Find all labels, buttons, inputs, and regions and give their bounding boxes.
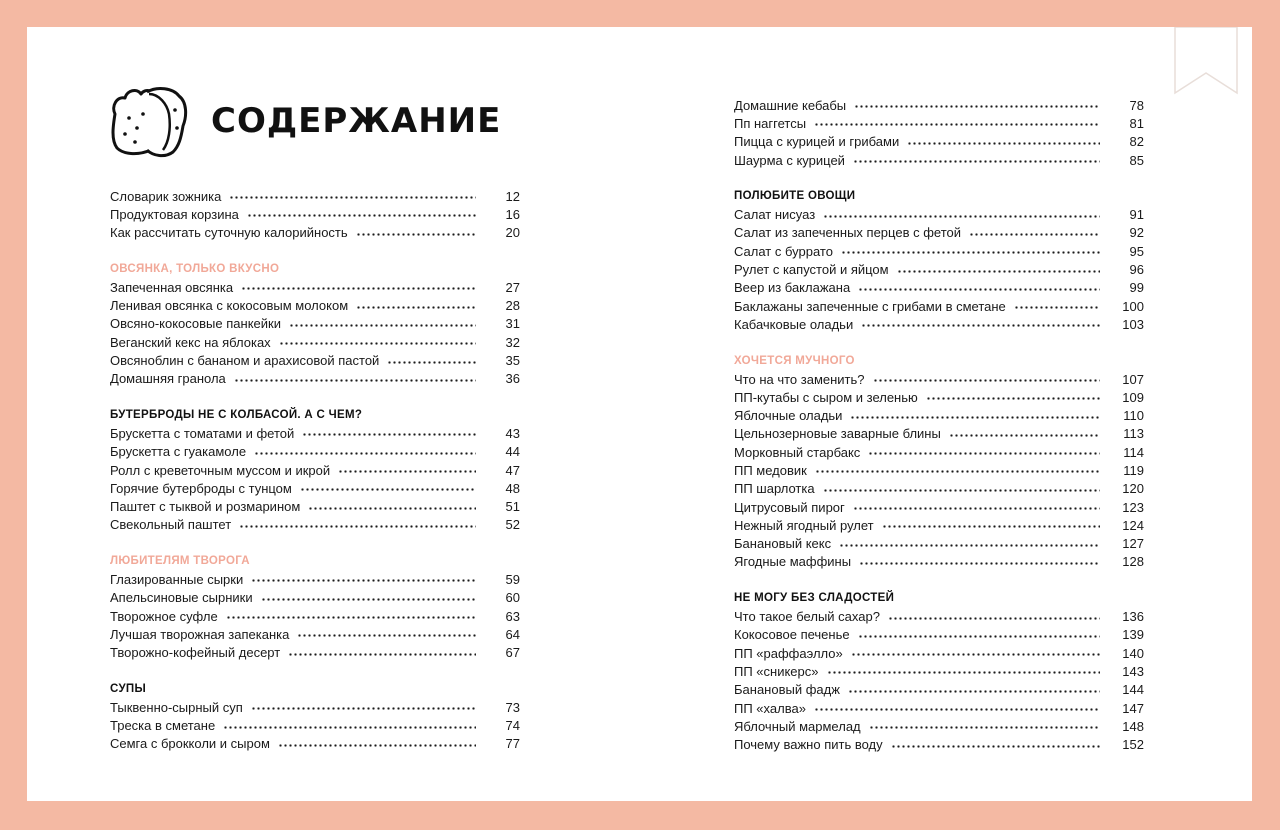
entry-page-number: 139 [1122,627,1144,643]
entry-title: Семга с брокколи и сыром [110,736,270,752]
entry-title: Словарик зожника [110,188,222,204]
dot-leader [949,434,1100,437]
dot-leader [251,707,476,710]
entry-page-number: 147 [1122,700,1144,716]
entry-title: ПП «раффаэлло» [734,645,843,661]
toc-entry[interactable] [734,717,1144,735]
entry-title: Кокосовое печенье [734,627,850,643]
entry-title: Яблочные оладьи [734,408,843,424]
entry-title: Цитрусовый пирог [734,499,845,515]
dot-leader [241,287,476,290]
dot-leader [888,617,1100,620]
entry-title: Пп наггетсы [734,115,807,131]
entry-page-number: 99 [1129,280,1144,296]
entry-page-number: 144 [1122,682,1144,698]
dot-leader [873,379,1100,382]
entry-page-number: 124 [1122,517,1144,533]
toc-entry[interactable] [110,278,520,296]
dot-leader [254,452,476,455]
entry-title: Банановый кекс [734,536,832,552]
toc-entry[interactable] [734,260,1144,278]
dot-leader [827,671,1101,674]
toc-entry[interactable] [110,296,520,314]
toc-entry[interactable] [734,480,1144,498]
toc-entry[interactable] [734,699,1144,717]
entry-title: Творожное суфле [110,608,218,624]
dot-leader [814,708,1100,711]
dot-leader [814,123,1100,126]
entry-page-number: 12 [505,188,520,204]
dot-leader [289,324,476,327]
dot-leader [853,160,1100,163]
dot-leader [356,233,476,236]
entry-title: Домашняя гранола [110,371,226,387]
entry-title: ПП-кутабы с сыром и зеленью [734,389,918,405]
toc-entry[interactable] [110,698,520,716]
entry-page-number: 82 [1129,134,1144,150]
toc-entry[interactable] [734,224,1144,242]
toc-entry[interactable] [110,589,520,607]
entry-title: Горячие бутерброды с тунцом [110,480,292,496]
entry-page-number: 36 [505,371,520,387]
entry-page-number: 31 [505,316,520,332]
dot-leader [848,690,1100,693]
entry-title: Шаурма с курицей [734,152,845,168]
entry-title: Овсяноблин с бананом и арахисовой пастой [110,353,380,369]
dot-leader [859,562,1100,565]
entry-page-number: 91 [1129,207,1144,223]
entry-page-number: 59 [505,571,520,587]
section-heading: ОВСЯНКА, ТОЛЬКО ВКУСНО [110,263,280,276]
entry-title: Баклажаны запеченные с грибами в сметане [734,298,1006,314]
dot-leader [229,196,476,199]
section-heading: СУПЫ [110,682,147,695]
entry-page-number: 103 [1122,316,1144,332]
dot-leader [851,653,1100,656]
toc-entry[interactable] [734,736,1144,754]
toc-entry[interactable] [110,370,520,388]
entry-page-number: 63 [505,608,520,624]
section-heading: ПОЛЮБИТЕ ОВОЩИ [734,190,856,203]
entry-page-number: 16 [505,206,520,222]
dot-leader [897,270,1100,273]
entry-title: Брускетта с томатами и фетой [110,425,295,441]
entry-title: Пицца с курицей и грибами [734,134,900,150]
toc-entry[interactable] [110,735,520,753]
entry-page-number: 81 [1129,115,1144,131]
toc-column-left [110,187,520,753]
entry-page-number: 110 [1123,408,1144,424]
entry-page-number: 64 [505,626,520,642]
toc-entry[interactable] [110,607,520,625]
entry-title: Апельсиновые сырники [110,590,253,606]
toc-entry[interactable] [734,297,1144,315]
dot-leader [969,233,1100,236]
toc-entry[interactable] [110,315,520,333]
section-heading: НЕ МОГУ БЕЗ СЛАДОСТЕЙ [734,592,895,605]
toc-entry[interactable] [734,626,1144,644]
toc-entry[interactable] [734,151,1144,169]
entry-page-number: 27 [505,279,520,295]
dot-leader [926,397,1100,400]
entry-title: Яблочный мармелад [734,718,861,734]
toc-entry[interactable] [110,461,520,479]
dot-leader [297,634,476,637]
dot-leader [823,215,1100,218]
toc-column-right [734,96,1144,754]
entry-page-number: 127 [1122,536,1144,552]
toc-entry[interactable] [734,133,1144,151]
dot-leader [247,214,476,217]
entry-page-number: 35 [505,353,520,369]
entry-page-number: 100 [1122,298,1144,314]
bookmark-ribbon [1173,27,1239,95]
dot-leader [278,744,476,747]
dot-leader [882,525,1100,528]
entry-title: Лучшая творожная запеканка [110,626,290,642]
toc-header [107,83,501,159]
entry-page-number: 152 [1122,737,1144,753]
page-title: СОДЕРЖАНИЕ [211,101,502,141]
entry-title: Салат из запеченных перцев с фетой [734,225,961,241]
dumplings-icon [107,84,189,158]
dot-leader [868,452,1100,455]
entry-page-number: 52 [505,517,520,533]
dot-leader [907,142,1100,145]
entry-title: Глазированные сырки [110,571,244,587]
dot-leader [239,525,476,528]
entry-title: Брускетта с гуакамоле [110,444,247,460]
section-heading: ЛЮБИТЕЛЯМ ТВОРОГА [110,555,250,568]
entry-page-number: 92 [1129,225,1144,241]
entry-page-number: 47 [505,462,520,478]
toc-entry[interactable] [110,205,520,223]
entry-page-number: 77 [505,736,520,752]
entry-title: Творожно-кофейный десерт [110,645,281,661]
entry-title: ПП медовик [734,462,807,478]
toc-entry[interactable] [734,535,1144,553]
toc-entry[interactable] [734,498,1144,516]
entry-page-number: 143 [1122,663,1144,679]
toc-entry[interactable] [110,625,520,643]
toc-entry[interactable] [734,388,1144,406]
toc-entry[interactable] [734,461,1144,479]
entry-title: ПП «сникерс» [734,663,819,679]
toc-entry[interactable] [110,644,520,662]
dot-leader [338,470,476,473]
entry-title: Треска в сметане [110,718,216,734]
toc-entry[interactable] [110,333,520,351]
dot-leader [1014,306,1100,309]
dot-leader [308,507,476,510]
entry-page-number: 48 [505,480,520,496]
entry-page-number: 51 [505,499,520,515]
entry-title: Ягодные маффины [734,554,852,570]
dot-leader [223,726,476,729]
toc-entry[interactable] [734,443,1144,461]
dot-leader [302,433,476,436]
dot-leader [858,635,1100,638]
entry-page-number: 44 [505,444,520,460]
entry-page-number: 73 [505,699,520,715]
toc-entry[interactable] [734,315,1144,333]
dot-leader [853,507,1100,510]
dot-leader [841,251,1100,254]
entry-page-number: 20 [505,225,520,241]
entry-page-number: 67 [505,645,520,661]
entry-title: Кабачковые оладьи [734,316,854,332]
toc-entry[interactable] [110,443,520,461]
entry-page-number: 107 [1122,371,1144,387]
toc-entry[interactable] [110,187,520,205]
entry-title: ПП «халва» [734,700,806,716]
entry-page-number: 128 [1122,554,1144,570]
toc-entry[interactable] [734,242,1144,260]
dot-leader [823,489,1100,492]
toc-entry[interactable] [110,479,520,497]
toc-entry[interactable] [734,662,1144,680]
entry-page-number: 114 [1123,444,1144,460]
entry-page-number: 28 [505,298,520,314]
dot-leader [850,416,1100,419]
entry-title: Салат с буррато [734,243,833,259]
entry-page-number: 32 [505,334,520,350]
toc-entry[interactable] [734,553,1144,571]
book-page [27,27,1252,801]
entry-title: Запеченная овсянка [110,279,234,295]
entry-page-number: 123 [1122,499,1144,515]
dot-leader [288,653,476,656]
dot-leader [234,379,476,382]
dot-leader [251,579,476,582]
toc-entry[interactable] [110,424,520,442]
entry-page-number: 113 [1123,426,1144,442]
entry-title: Салат нисуаз [734,207,816,223]
dot-leader [891,745,1100,748]
toc-entry[interactable] [734,425,1144,443]
entry-page-number: 148 [1122,718,1144,734]
entry-title: Свекольный паштет [110,517,232,533]
dot-leader [839,544,1100,547]
entry-title: Веганский кекс на яблоках [110,334,271,350]
entry-title: ПП шарлотка [734,481,815,497]
toc-entry[interactable] [734,607,1144,625]
dot-leader [815,470,1100,473]
toc-entry[interactable] [110,570,520,588]
entry-title: Тыквенно-сырный суп [110,699,243,715]
toc-entry[interactable] [734,516,1144,534]
entry-page-number: 119 [1123,462,1144,478]
toc-entry[interactable] [734,205,1144,223]
toc-entry[interactable] [734,644,1144,662]
entry-title: Ленивая овсянка с кокосовым молоком [110,298,349,314]
entry-title: Продуктовая корзина [110,206,239,222]
dot-leader [858,288,1100,291]
entry-page-number: 136 [1122,609,1144,625]
entry-title: Морковный старбакс [734,444,861,460]
dot-leader [387,361,476,364]
section-heading: БУТЕРБРОДЫ НЕ С КОЛБАСОЙ. А С ЧЕМ? [110,409,363,422]
entry-page-number: 43 [505,425,520,441]
toc-entry[interactable] [110,351,520,369]
dot-leader [300,488,476,491]
entry-title: Цельнозерновые заварные блины [734,426,941,442]
entry-title: Нежный ягодный рулет [734,517,874,533]
entry-title: Ролл с креветочным муссом и икрой [110,462,331,478]
dot-leader [261,598,476,601]
dot-leader [279,342,476,345]
entry-title: Банановый фадж [734,682,840,698]
dot-leader [861,324,1100,327]
toc-entry[interactable] [734,406,1144,424]
entry-page-number: 96 [1129,262,1144,278]
entry-page-number: 140 [1122,645,1144,661]
entry-page-number: 78 [1129,97,1144,113]
toc-entry[interactable] [110,516,520,534]
toc-entry[interactable] [734,681,1144,699]
dot-leader [356,306,476,309]
toc-entry[interactable] [734,370,1144,388]
section-heading: ХОЧЕТСЯ МУЧНОГО [734,354,855,367]
entry-title: Что на что заменить? [734,371,865,387]
entry-title: Овсяно-кокосовые панкейки [110,316,281,332]
toc-entry[interactable] [110,497,520,515]
dot-leader [854,105,1100,108]
entry-page-number: 120 [1122,481,1144,497]
entry-page-number: 60 [505,590,520,606]
entry-title: Домашние кебабы [734,97,847,113]
toc-entry[interactable] [734,114,1144,132]
entry-title: Почему важно пить воду [734,737,883,753]
entry-page-number: 95 [1129,243,1144,259]
toc-entry[interactable] [110,224,520,242]
toc-entry[interactable] [734,96,1144,114]
dot-leader [226,616,476,619]
entry-title: Как рассчитать суточную калорийность [110,225,348,241]
entry-title: Паштет с тыквой и розмарином [110,499,301,515]
entry-page-number: 74 [505,718,520,734]
dot-leader [869,726,1100,729]
entry-page-number: 85 [1129,152,1144,168]
toc-entry[interactable] [734,279,1144,297]
entry-title: Веер из баклажана [734,280,851,296]
entry-page-number: 109 [1122,389,1144,405]
toc-entry[interactable] [110,716,520,734]
entry-title: Что такое белый сахар? [734,609,880,625]
entry-title: Рулет с капустой и яйцом [734,262,889,278]
